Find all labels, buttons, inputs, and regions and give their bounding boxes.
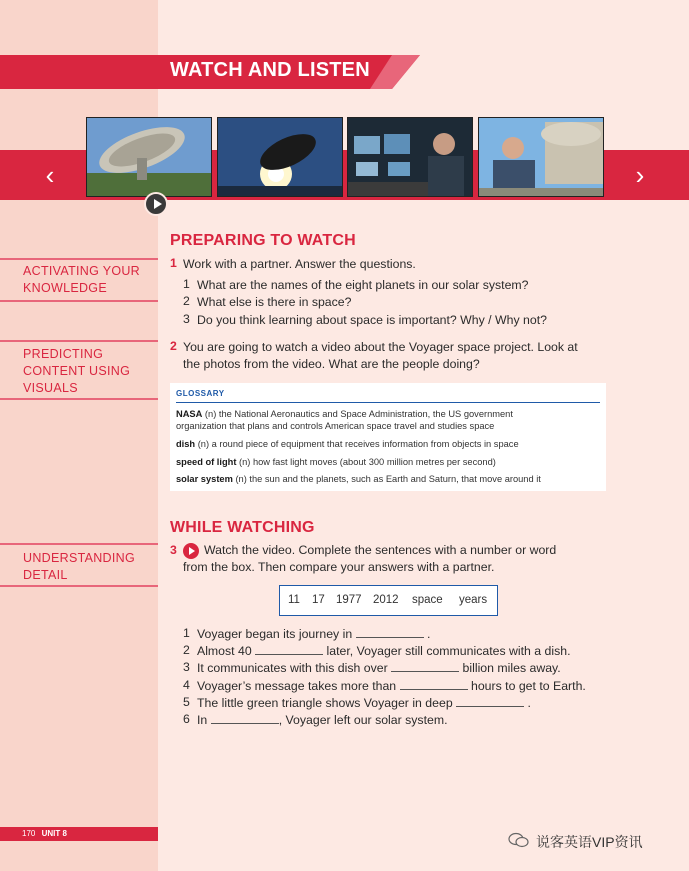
sidebar-divider <box>0 300 158 302</box>
page-footer <box>22 829 67 838</box>
video-thumbnail-control-room[interactable] <box>347 117 473 197</box>
word-option: years <box>459 594 488 606</box>
question-text: Do you think learning about space is important? Why / Why not? <box>197 313 547 327</box>
question-text: What are the names of the eight planets in our solar system? <box>197 278 529 292</box>
word-option: 17 <box>312 594 325 606</box>
glossary-entry: NASA (n) the National Aeronautics and Space Administration, the US government organization that plans and controls American space travel and studies space <box>176 409 513 431</box>
sentence: The little green triangle shows Voyager in deep . <box>197 696 531 710</box>
exercise-number: 2 <box>170 339 177 353</box>
exercise-number: 1 <box>170 256 177 270</box>
sidebar-divider <box>0 258 158 260</box>
page-title: WATCH AND LISTEN <box>170 59 370 81</box>
sidebar-label-activating: ACTIVATING YOUR KNOWLEDGE <box>23 264 141 295</box>
sidebar-divider <box>0 585 158 587</box>
play-icon[interactable] <box>144 192 168 216</box>
video-thumbnail-dish[interactable] <box>86 117 212 197</box>
video-play-icon[interactable] <box>183 543 199 559</box>
sidebar-divider <box>0 340 158 342</box>
glossary-rule <box>176 402 600 403</box>
answer-blank[interactable] <box>391 661 459 672</box>
word-option: 2012 <box>373 594 399 606</box>
sidebar-divider <box>0 398 158 400</box>
watermark: 说客英语VIP资讯 <box>536 834 643 850</box>
video-thumbnails <box>86 117 606 197</box>
word-box <box>279 585 498 616</box>
exercise-3-instruction-line1: Watch the video. Complete the sentences with a number or word <box>204 543 557 557</box>
exercise-2-instruction-line1: You are going to watch a video about the Voyager space project. Look at <box>183 340 578 354</box>
exercise-number: 3 <box>170 543 177 557</box>
question-number: 3 <box>183 312 190 326</box>
answer-blank[interactable] <box>211 713 279 724</box>
section-title-while-watching: WHILE WATCHING <box>170 519 315 536</box>
next-arrow-icon[interactable]: › <box>635 160 645 190</box>
question-text: What else is there in space? <box>197 295 352 309</box>
sidebar-label-understanding: UNDERSTANDING DETAIL <box>23 551 136 582</box>
wechat-icon <box>508 832 530 848</box>
answer-blank[interactable] <box>356 627 424 638</box>
answer-blank[interactable] <box>400 679 468 690</box>
exercise-1-instruction: Work with a partner. Answer the questions. <box>183 257 416 271</box>
sentence-number: 5 <box>183 695 190 709</box>
sidebar-divider <box>0 543 158 545</box>
previous-arrow-icon[interactable]: ‹ <box>45 160 55 190</box>
video-thumbnail-sunset-dish[interactable] <box>217 117 343 197</box>
video-thumbnail-scientist[interactable] <box>478 117 604 197</box>
section-title-preparing: PREPARING TO WATCH <box>170 232 356 249</box>
word-option: 1977 <box>336 594 362 606</box>
sentence-number: 2 <box>183 643 190 657</box>
question-number: 1 <box>183 277 190 291</box>
glossary-entry: dish (n) a round piece of equipment that receives information from objects in space <box>176 439 519 449</box>
sentence-number: 1 <box>183 626 190 640</box>
answer-blank[interactable] <box>456 696 524 707</box>
exercise-3-instruction-line2: from the box. Then compare your answers with a partner. <box>183 560 495 574</box>
word-option: 11 <box>288 594 300 606</box>
sentence-number: 3 <box>183 660 190 674</box>
sentence: Almost 40 later, Voyager still communicates with a dish. <box>197 644 571 658</box>
glossary-entry: speed of light (n) how fast light moves (about 300 million metres per second) <box>176 457 496 467</box>
sidebar-label-predicting: PREDICTING CONTENT USING VISUALS <box>23 347 131 395</box>
unit-label: UNIT 8 <box>41 829 67 838</box>
exercise-2-instruction-line2: the photos from the video. What are the people doing? <box>183 357 480 371</box>
glossary-box <box>170 383 606 491</box>
sentence-number: 4 <box>183 678 190 692</box>
question-number: 2 <box>183 294 190 308</box>
page-number: 170 <box>22 829 36 838</box>
word-option: space <box>412 594 443 606</box>
sentence: In , Voyager left our solar system. <box>197 713 448 727</box>
sentence: It communicates with this dish over billion miles away. <box>197 661 561 675</box>
glossary-heading: GLOSSARY <box>176 389 225 398</box>
sentence: Voyager’s message takes more than hours to get to Earth. <box>197 679 586 693</box>
sentence-number: 6 <box>183 712 190 726</box>
sentence: Voyager began its journey in . <box>197 627 431 641</box>
answer-blank[interactable] <box>255 644 323 655</box>
glossary-entry: solar system (n) the sun and the planets, such as Earth and Saturn, that move around it <box>176 474 541 484</box>
